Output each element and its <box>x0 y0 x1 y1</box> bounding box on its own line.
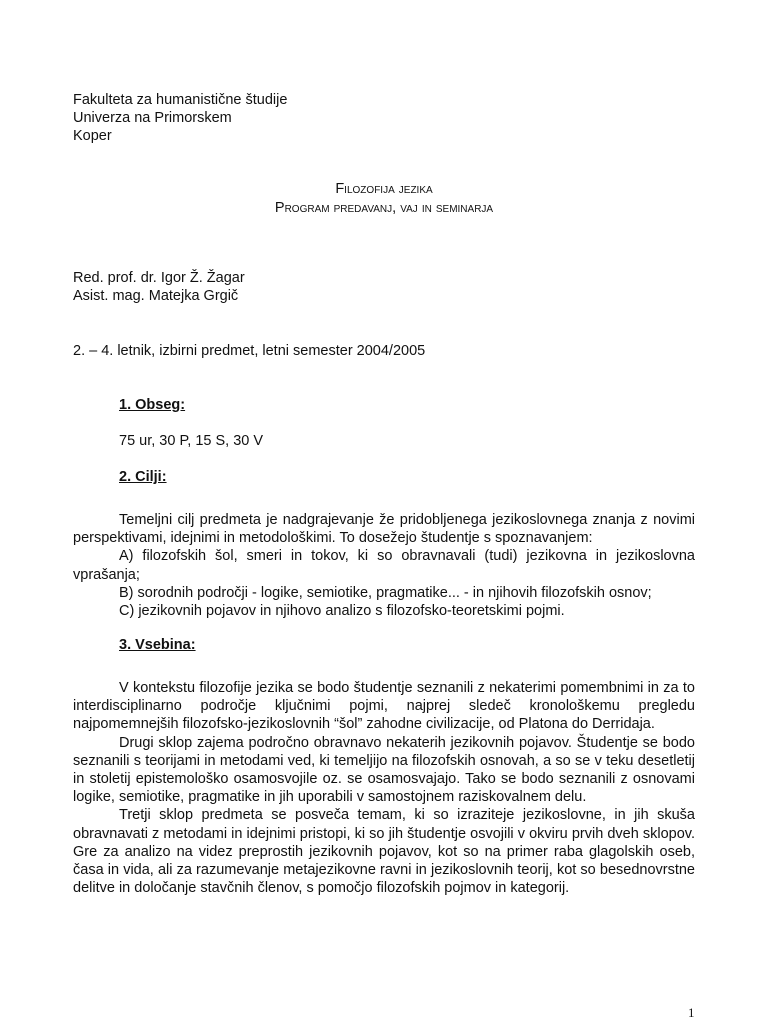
cilji-item-a: A) filozofskih šol, smeri in tokov, ki so obravnavali (tudi) jezikovna in jezikoslovna vprašanja; <box>73 548 695 583</box>
vsebina-paragraph-2: Drugi sklop zajema področno obravnavo nekaterih jezikovnih pojavov. Študentje se bodo seznanili s teorijami in metodami ved, ki temeljijo na filozofskih osnovah, a so se v teku desetletij in stoletij epistemološko osamosvojile oz. se osamosvajajo. Tako se bodo seznanili z osnovami logike, semiotike, pragmatike in jih uporabili v samostojnem raziskovalnem delu. <box>73 734 695 806</box>
city-name: Koper <box>73 128 112 144</box>
course-info: 2. – 4. letnik, izbirni predmet, letni semester 2004/2005 <box>73 343 426 359</box>
authors-block <box>73 269 245 305</box>
institution-block <box>73 91 287 145</box>
vsebina-paragraph-1: V kontekstu filozofije jezika se bodo študentje seznanili z nekaterimi pomembnimi in za to interdisciplinarno področje ključnimi pojmi, najprej sledeč kronološkemu pregledu najpomemnejših filozofsko-jezikoslovnih “šol” zahodne civilizacije, od Platona do Derridaja. <box>73 680 695 733</box>
section-heading-obseg: 1. Obseg: <box>119 397 186 413</box>
document-title <box>0 180 768 218</box>
page-number: 1 <box>688 1005 695 1020</box>
obseg-text: 75 ur, 30 P, 15 S, 30 V <box>119 433 264 449</box>
title-line-1: Filozofija jezika <box>335 181 433 197</box>
author-assistant: Asist. mag. Matejka Grgič <box>73 288 239 304</box>
faculty-name: Fakulteta za humanistične študije <box>73 92 288 108</box>
cilji-body <box>73 511 695 620</box>
university-name: Univerza na Primorskem <box>73 110 232 126</box>
author-professor: Red. prof. dr. Igor Ž. Žagar <box>73 270 245 286</box>
vsebina-paragraph-3: Tretji sklop predmeta se posveča temam, ki so izraziteje jezikoslovne, in jih skuša obravnavati z metodami in idejnimi pristopi, ki so jih študentje osvojili v okviru prvih dveh sklopov. Gre za analizo na videz preprostih jezikovnih pojavov, kot so na primer raba glagolskih oseb, časa in vida, ali za razumevanje metajezikovne ravni in jezikoslovnih teorij, kot so besednovrstne delitve in določanje stavčnih členov, s pomočjo filozofskih pojmov in kategorij. <box>73 807 695 897</box>
title-line-2: Program predavanj, vaj in seminarja <box>274 200 494 216</box>
section-heading-cilji: 2. Cilji: <box>119 469 167 485</box>
cilji-item-b: B) sorodnih področji - logike, semiotike, pragmatike... - in njihovih filozofskih osnov; <box>119 584 652 601</box>
cilji-item-c: C) jezikovnih pojavov in njihovo analizo s filozofsko-teoretskimi pojmi. <box>119 603 565 620</box>
vsebina-body <box>73 679 695 897</box>
section-heading-vsebina: 3. Vsebina: <box>119 637 196 653</box>
cilji-intro: Temeljni cilj predmeta je nadgrajevanje že pridobljenega jezikoslovnega znanja z novimi perspektivami, idejnimi in metodološkimi. To dosežejo študentje s spoznavanjem: <box>73 512 695 547</box>
